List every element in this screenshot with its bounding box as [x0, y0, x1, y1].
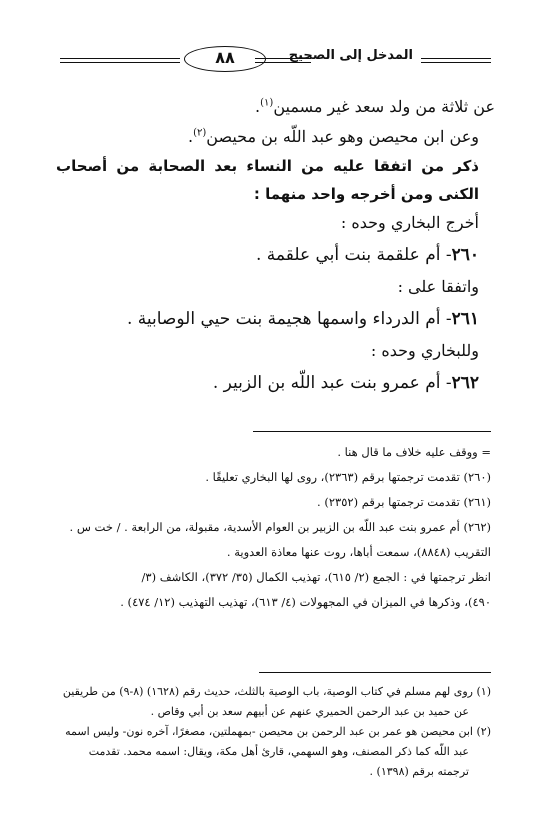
running-header — [60, 48, 491, 76]
header-title: المدخل إلى الصحيح — [288, 48, 413, 63]
header-double-rule-left — [60, 58, 180, 59]
page-number: ٨٨ — [184, 46, 266, 72]
subheading-bukhari-alone: أخرج البخاري وحده : — [340, 213, 479, 232]
note-262-line-4: ٤٩٠)، وذكرها في الميزان في المجهولات (٤/ ٦١٣)، تهذيب التهذيب (١٢/ ٤٧٤) . — [120, 595, 491, 609]
entry-number: ٢٦٢ — [451, 373, 479, 393]
footnotes — [54, 682, 491, 782]
editor-notes — [54, 440, 491, 615]
header-double-rule-right — [421, 58, 491, 59]
subheading-agreed: واتفقا على : — [397, 277, 479, 296]
footnote-2-line-3: ترجمته برقم (١٣٩٨) . — [369, 765, 469, 778]
footnotes-separator — [259, 672, 491, 673]
main-text — [56, 92, 495, 400]
footnote-ref-1: (١) — [260, 97, 274, 109]
entry-261: ٢٦١- أم الدرداء واسمها هجيمة بنت حيي الوصابية . — [126, 309, 479, 329]
note-261: (٢٦١) تقدمت ترجمتها برقم (٢٣٥٢) . — [317, 495, 491, 509]
note-262-line-1: (٢٦٢) أم عمرو بنت عبد اللّه بن الزبير بن العوام الأسدية، مقبولة، من الرابعة . / خت س . — [69, 520, 491, 534]
footnote-1-line-1: (١) روى لهم مسلم في كتاب الوصية، باب الوصية بالثلث، حديث رقم (١٦٢٨) (٨-٩) من طريقين — [62, 685, 491, 698]
note-262-line-2: التقريب (٨٨٤٨)، سمعت أباها، روت عنها معاذة العدوية . — [226, 545, 491, 559]
entry-number: ٢٦٠ — [451, 245, 479, 265]
footnote-ref-2: (٢) — [193, 127, 207, 139]
footnote-1-line-2: عن حميد بن عبد الرحمن الحميري عنهم عن أبيهم سعد بن أبي وقاص . — [150, 705, 469, 718]
subheading-bukhari-alone-2: وللبخاري وحده : — [370, 341, 479, 360]
note-262-line-3: انظر ترجمتها في : الجمع (٢/ ٦١٥)، تهذيب الكمال (٣٥/ ٣٧٢)، الكاشف (٣/ — [141, 570, 491, 584]
footnote-2-line-2: عبد اللّه كما ذكر المصنف، وهو السهمي، قارئ أهل مكة، ويقال: اسمه محمد. تقدمت — [88, 745, 469, 758]
notes-separator — [253, 431, 491, 432]
entry-262: ٢٦٢- أم عمرو بنت عبد اللّه بن الزبير . — [212, 373, 479, 393]
text-line-1: عن ثلاثة من ولد سعد غير مسمين$^{(١)}$. — [255, 97, 495, 116]
footnote-2-line-1: (٢) ابن محيصن هو عمر بن عبد الرحمن بن محيصن -بمهملتين، مصغرًا، آخره نون- وليس اسمه — [65, 725, 491, 738]
text-line-2: وعن ابن محيصن وهو عبد اللّه بن محيصن$^{(٢)}$. — [187, 127, 479, 146]
note-continuation: = ووقف عليه خلاف ما قال هنا . — [337, 445, 491, 459]
entry-260: ٢٦٠- أم علقمة بنت أبي علقمة . — [255, 245, 479, 265]
section-heading: ذكر من اتفقا عليه من النساء بعد الصحابة من أصحاب الكنى ومن أخرجه واحد منهما : — [56, 157, 479, 203]
note-260: (٢٦٠) تقدمت ترجمتها برقم (٢٣٦٣)، روى لها البخاري تعليقًا . — [205, 470, 491, 484]
entry-number: ٢٦١ — [451, 309, 479, 329]
